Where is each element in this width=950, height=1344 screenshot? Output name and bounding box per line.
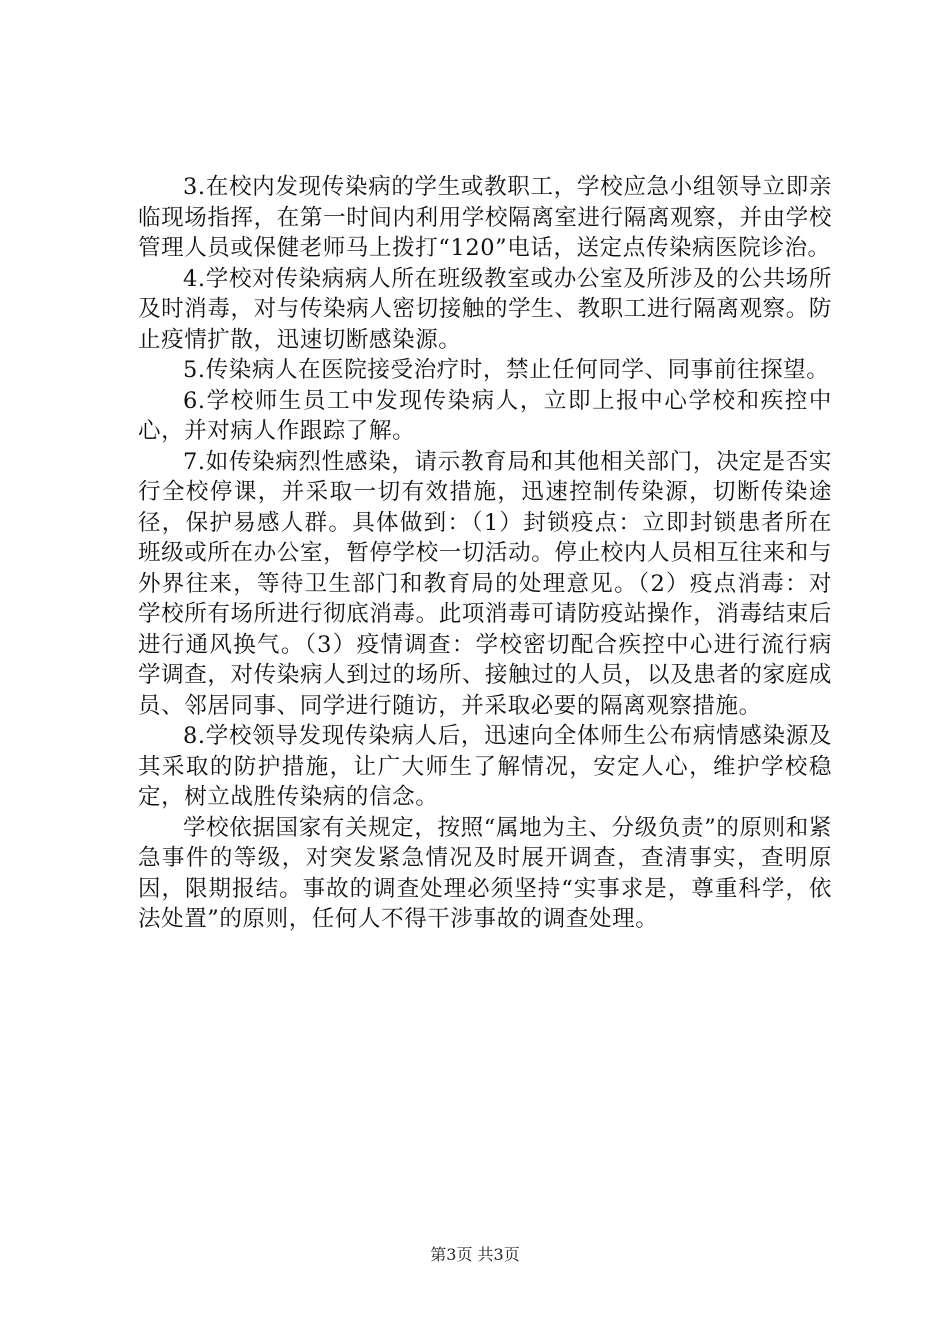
- paragraph-conclusion: 学校依据国家有关规定，按照“属地为主、分级负责”的原则和紧急事件的等级，对突发紧急情况及时展开调查，查清事实，查明原因，限期报结。事故的调查处理必须坚持“实事求是，尊重科学，依法处置”的原则，任何人不得干涉事故的调查处理。: [138, 814, 832, 932]
- paragraph-item-8: 8.学校领导发现传染病人后，迅速向全体师生公布病情感染源及其采取的防护措施，让广大师生了解情况，安定人心，维护学校稳定，树立战胜传染病的信念。: [138, 723, 832, 810]
- paragraph-item-7: 7.如传染病烈性感染，请示教育局和其他相关部门，决定是否实行全校停课，并采取一切有效措施，迅速控制传染源，切断传染途径，保护易感人群。具体做到：（1）封锁疫点：立即封锁患者所在班级或所在办公室，暂停学校一切活动。停止校内人员相互往来和与外界往来，等待卫生部门和教育局的处理意见。（2）疫点消毒：对学校所有场所进行彻底消毒。此项消毒可请防疫站操作，消毒结束后进行通风换气。（3）疫情调查：学校密切配合疾控中心进行流行病学调查，对传染病人到过的场所、接触过的人员，以及患者的家庭成员、邻居同事、同学进行随访，并采取必要的隔离观察措施。: [138, 448, 832, 719]
- page-number-label: 第3页 共3页: [430, 1245, 520, 1264]
- paragraph-item-5: 5.传染病人在医院接受治疗时，禁止任何同学、同事前往探望。: [183, 357, 830, 383]
- document-body: [138, 172, 832, 935]
- paragraph-item-3: 3.在校内发现传染病的学生或教职工，学校应急小组领导立即亲临现场指挥，在第一时间内利用学校隔离室进行隔离观察，并由学校管理人员或保健老师马上拨打“120”电话，送定点传染病医院诊治。: [138, 174, 832, 261]
- page-footer: [0, 1245, 950, 1265]
- paragraph-item-4: 4.学校对传染病病人所在班级教室或办公室及所涉及的公共场所及时消毒，对与传染病人密切接触的学生、教职工进行隔离观察。防止疫情扩散，迅速切断感染源。: [138, 265, 832, 353]
- paragraph-item-6: 6.学校师生员工中发现传染病人，立即上报中心学校和疾控中心，并对病人作跟踪了解。: [138, 387, 832, 444]
